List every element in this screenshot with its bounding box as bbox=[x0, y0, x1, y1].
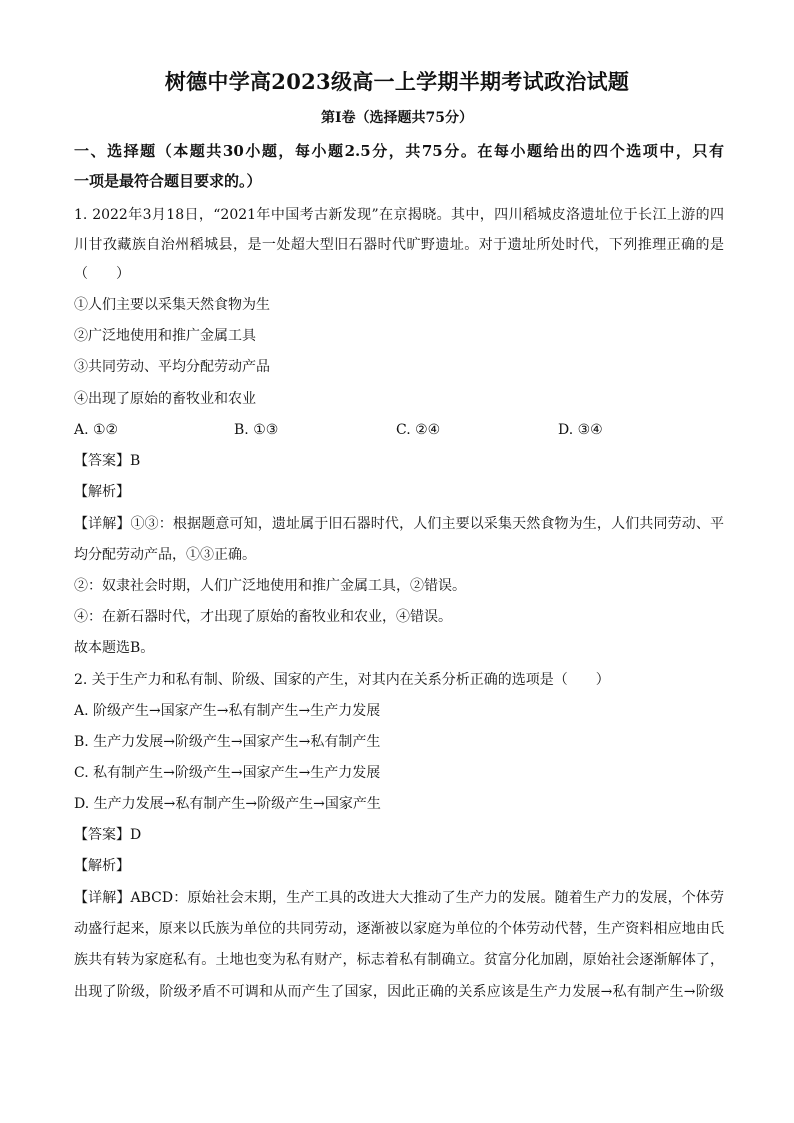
q1-option-b: B. ①③ bbox=[234, 422, 279, 438]
q1-detail-line-4: ④：在新石器时代，才出现了原始的畜牧业和农业，④错误。 bbox=[74, 609, 452, 625]
q1-detail-line-5: 故本题选B。 bbox=[74, 640, 155, 656]
q1-analysis-label: 【解析】 bbox=[74, 484, 130, 500]
q2-option-d: D. 生产力发展→私有制产生→阶级产生→国家产生 bbox=[74, 796, 381, 812]
q1-option-c: C. ②④ bbox=[396, 422, 441, 438]
q1-option-d: D. ③④ bbox=[558, 422, 603, 438]
q1-statement-1: ①人们主要以采集天然食物为生 bbox=[74, 297, 270, 313]
page-title: 树德中学高2023级高一上学期半期考试政治试题 bbox=[164, 69, 630, 94]
q2-option-a: A. 阶级产生→国家产生→私有制产生→生产力发展 bbox=[74, 703, 381, 719]
q2-option-c: C. 私有制产生→阶级产生→国家产生→生产力发展 bbox=[74, 765, 381, 781]
q1-statement-4: ④出现了原始的畜牧业和农业 bbox=[74, 391, 256, 407]
q2-detail-line-4: 出现了阶级，阶级矛盾不可调和从而产生了国家，因此正确的关系应该是生产力发展→私有制产生→阶级 bbox=[74, 984, 724, 1000]
section-instruction-line-2: 一项是最符合题目要求的。） bbox=[74, 172, 262, 190]
volume-heading: 第Ⅰ卷（选择题共75分） bbox=[320, 110, 474, 126]
q1-statement-2: ②广泛地使用和推广金属工具 bbox=[74, 328, 256, 344]
q2-detail-line-3: 族共有转为家庭私有。土地也变为私有财产，标志着私有制确立。贫富分化加剧，原始社会逐渐解体了， bbox=[74, 952, 724, 968]
q2-option-b: B. 生产力发展→阶级产生→国家产生→私有制产生 bbox=[74, 734, 381, 750]
q1-stem-line-1: 1. 2022年3月18日，“2021年中国考古新发现”在京揭晓。其中，四川稻城皮洛遗址位于长江上游的四 bbox=[74, 207, 724, 223]
section-instruction-line-1: 一、选择题（本题共30小题，每小题2.5分，共75分。在每小题给出的四个选项中，只有 bbox=[74, 142, 724, 160]
q2-detail-line-2: 动盛行起来，原来以氏族为单位的共同劳动，逐渐被以家庭为单位的个体劳动代替，生产资料相应地由氏 bbox=[74, 921, 724, 937]
q1-stem-line-2: 川甘孜藏族自治州稻城县，是一处超大型旧石器时代旷野遗址。对于遗址所处时代，下列推理正确的是 bbox=[74, 237, 724, 253]
q2-detail-line-1: 【详解】ABCD：原始社会末期，生产工具的改进大大推动了生产力的发展。随着生产力的发展，个体劳 bbox=[74, 890, 724, 906]
q2-stem: 2. 关于生产力和私有制、阶级、国家的产生，对其内在关系分析正确的选项是（ ） bbox=[74, 672, 610, 688]
q1-detail-line-3: ②：奴隶社会时期，人们广泛地使用和推广金属工具，②错误。 bbox=[74, 578, 466, 594]
q1-stem-line-3: （ ） bbox=[74, 266, 130, 282]
q1-option-a: A. ①② bbox=[74, 422, 119, 438]
q1-statement-3: ③共同劳动、平均分配劳动产品 bbox=[74, 359, 270, 375]
q1-detail-line-1: 【详解】①③：根据题意可知，遗址属于旧石器时代，人们主要以采集天然食物为生，人们共同劳动、平 bbox=[74, 516, 724, 532]
q1-detail-line-2: 均分配劳动产品，①③正确。 bbox=[74, 547, 256, 563]
q2-answer: 【答案】D bbox=[74, 827, 142, 843]
q2-analysis-label: 【解析】 bbox=[74, 858, 130, 874]
q1-answer: 【答案】B bbox=[74, 453, 141, 469]
